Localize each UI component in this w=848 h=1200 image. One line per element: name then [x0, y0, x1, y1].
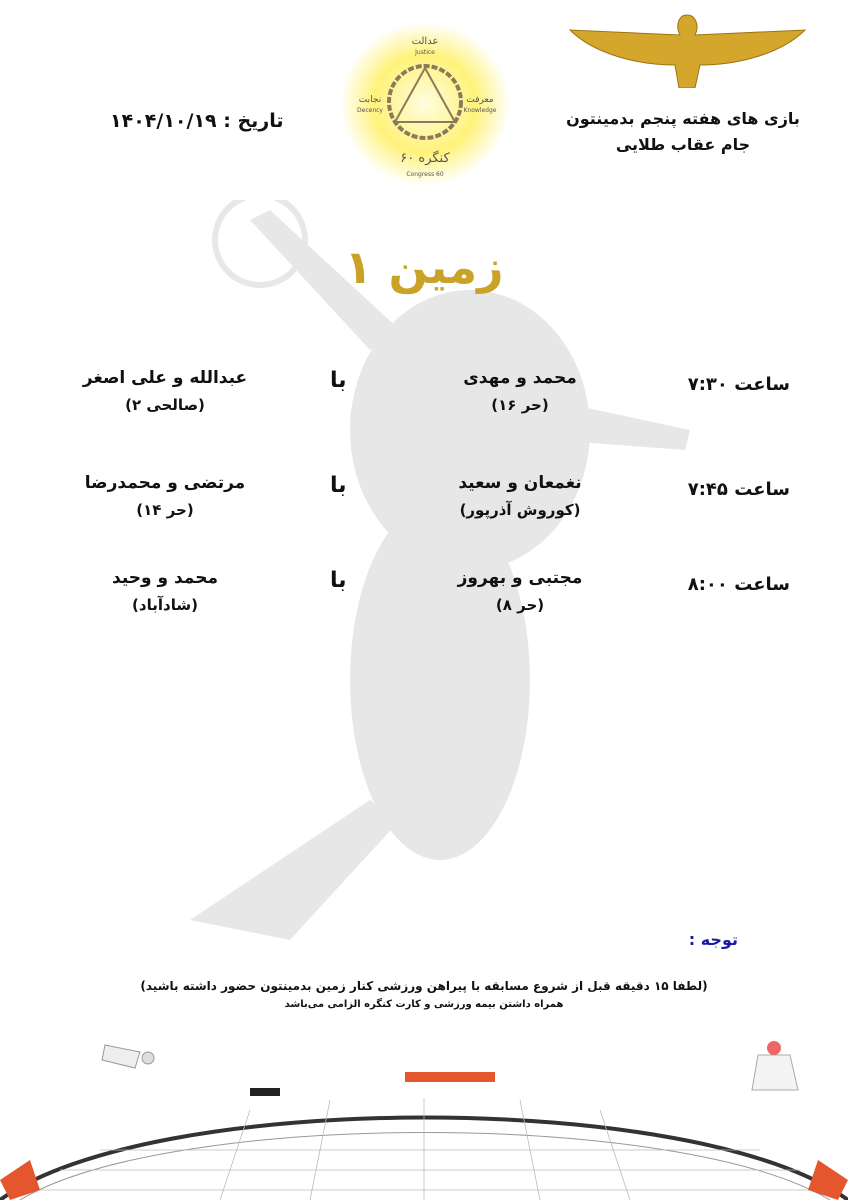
logo-knowledge-en: Knowledge — [463, 107, 497, 114]
logo-justice-en: Justice — [415, 49, 435, 56]
vs-label: با — [330, 568, 347, 593]
team1-name: مجتبی و بهروز — [457, 568, 583, 588]
team2-name: محمد و وحید — [112, 568, 218, 588]
team1-name: نغمعان و سعید — [458, 473, 582, 493]
match-time: ساعت ۸:۰۰ — [687, 574, 790, 595]
court-heading: زمین ۱ — [344, 240, 504, 294]
title-line-1: بازی های هفته پنجم بدمینتون — [566, 109, 800, 128]
logo-decency: نجابت — [358, 95, 382, 105]
team1-name: محمد و مهدی — [463, 368, 577, 388]
logo-congress: کنگره ۶۰ — [400, 151, 450, 166]
team2-group: (صالحی ۲) — [125, 396, 205, 414]
title-line-2: جام عقاب طلایی — [615, 135, 751, 154]
match-row — [0, 568, 848, 638]
notice-heading: توجه : — [688, 930, 738, 949]
notice-block — [40, 978, 808, 1012]
golden-eagle-logo — [565, 10, 810, 88]
shuttlecock-icon — [752, 1041, 798, 1090]
logo-knowledge: معرفت — [466, 95, 494, 105]
team2-name: عبدالله و علی اصغر — [82, 368, 248, 388]
shuttlecock-icon — [102, 1045, 154, 1068]
vs-label: با — [330, 473, 347, 498]
match-time: ساعت ۷:۴۵ — [687, 479, 790, 500]
racket-and-shuttlecocks-graphic — [0, 1030, 848, 1200]
logo-justice: عدالت — [411, 36, 439, 47]
logo-congress-en: Congress 60 — [406, 171, 444, 178]
notice-line-1: (لطفا ۱۵ دقیقه قبل از شروع مسابقه با پیراهن ورزشی کنار زمین بدمینتون حضور داشته باشید) — [140, 979, 708, 993]
team1-group: (حر ۱۶) — [491, 396, 549, 414]
date: تاریخ : ۱۴۰۴/۱۰/۱۹ — [110, 110, 284, 132]
team1-group: (حر ۸) — [495, 596, 545, 614]
team2-name: مرتضی و محمدرضا — [84, 473, 246, 493]
event-title — [563, 106, 803, 158]
match-time: ساعت ۷:۳۰ — [687, 374, 790, 395]
team2-group: (شادآباد) — [132, 596, 198, 614]
team2-group: (حر ۱۴) — [136, 501, 194, 519]
logo-decency-en: Decency — [357, 107, 383, 114]
match-row — [0, 473, 848, 543]
notice-line-2: همراه داشتن بیمه ورزشی و کارت کنگره الزامی می‌باشد — [284, 999, 564, 1010]
match-row — [0, 368, 848, 438]
vs-label: با — [330, 368, 347, 393]
team1-group: (کوروش آذرپور) — [459, 501, 581, 519]
congress-60-logo — [340, 22, 510, 187]
